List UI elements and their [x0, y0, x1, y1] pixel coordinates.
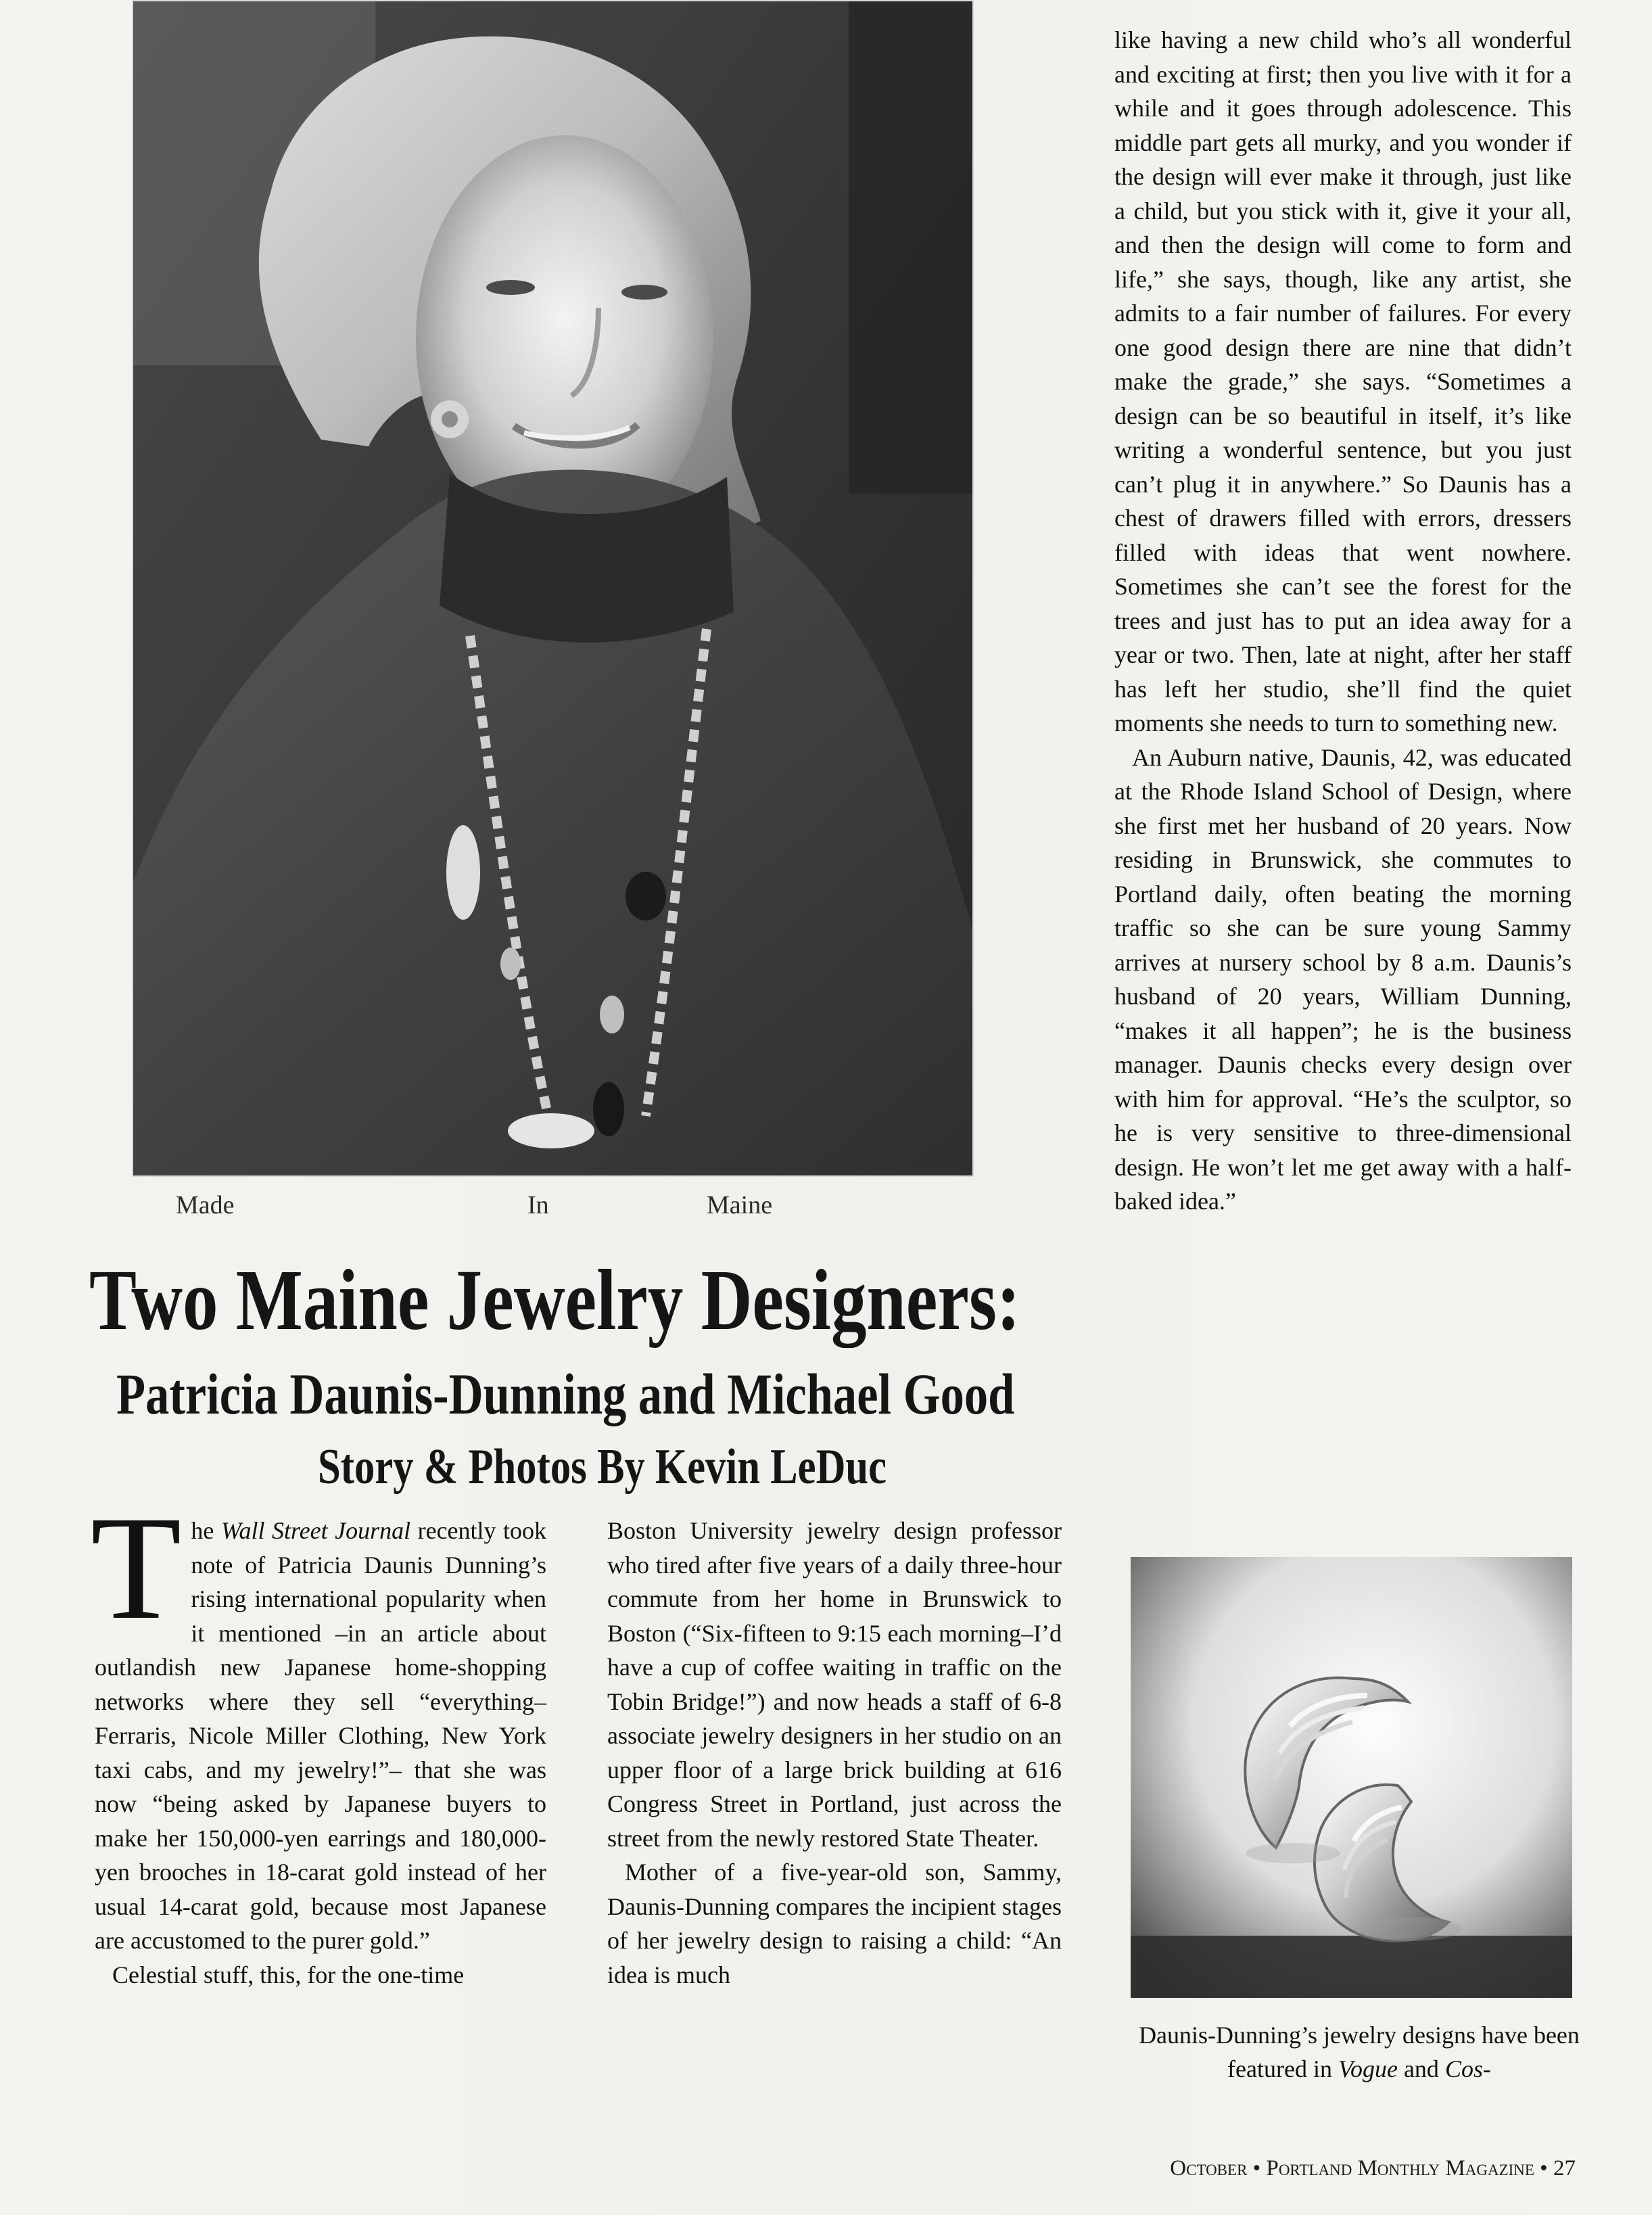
right-column [1114, 23, 1572, 1219]
middle-paragraph-2: Mother of a five-year-old son, Sammy, Daunis-Dunning compares the incipient stages of her jewelry design to raising a child: “An idea is much [607, 1859, 1062, 1988]
section-label-maine: Maine [707, 1191, 773, 1219]
photo-caption [1136, 2018, 1582, 2086]
drop-cap: T [91, 1485, 182, 1650]
wall-street-journal-title: Wall Street Journal [220, 1517, 411, 1544]
caption-middle: and [1397, 2055, 1445, 2082]
right-paragraph-1: like having a new child who’s all wonderful and exciting at first; then you live with it for a while and it goes through adolescence. This middle part gets all murky, and you wonder if the design will ever make it through, just like a child, but you stick with it, give it your all, and then the design will come to form and life,” she says, though, like any artist, she admits to a fair number of failures. For every one good design there are nine that didn’t make the grade,” she says. “Sometimes a design can be so beautiful in itself, it’s like writing a wonderful sentence, but you just can’t plug it in anywhere.” So Daunis has a chest of drawers filled with errors, dressers filled with ideas that went nowhere. Sometimes she can’t see the forest for the trees and just has to put an idea away for a year or two. Then, late at night, after her staff has left her studio, she’ll find the quiet moments she needs to turn to something new. [1114, 26, 1572, 737]
middle-column [607, 1514, 1062, 1992]
earrings-image [1131, 1557, 1572, 1998]
portrait-photo [132, 0, 974, 1177]
portrait-image [132, 0, 974, 1177]
section-label-in: In [527, 1191, 549, 1219]
page-footer: October • Portland Monthly Magazine • 27 [1170, 2156, 1576, 2181]
left-paragraph-1-prefix: he [191, 1517, 221, 1544]
caption-cos: Cos- [1444, 2055, 1491, 2082]
middle-paragraph-1: Boston University jewelry design professor who tired after five years of a daily three-hour commute from her home in Brunswick to Boston (“Six-fifteen to 9:15 each morning–I’d have a cup of coffee waiting in traffic on the Tobin Bridge!”) and now heads a staff of 6-8 associate jewelry designers in her studio on an upper floor of a large brick building at 616 Congress Street in Portland, just across the street from the newly restored State Theater. [607, 1517, 1062, 1852]
jewelry-photo [1131, 1557, 1572, 1998]
left-column [91, 1485, 547, 1992]
article-byline: Story & Photos By Kevin LeDuc [318, 1439, 887, 1495]
left-paragraph-2: Celestial stuff, this, for the one-time [112, 1961, 465, 1988]
caption-vogue: Vogue [1338, 2055, 1398, 2082]
section-label-made: Made [176, 1191, 235, 1219]
article-headline: Two Maine Jewelry Designers: [89, 1252, 1020, 1348]
left-paragraph-1 [91, 1485, 547, 1958]
caption-prefix: Daunis-Dunning’s jewelry designs have been featured in [1139, 2022, 1580, 2082]
section-label [176, 1190, 1008, 1221]
article-subhead: Patricia Daunis-Dunning and Michael Good [116, 1361, 1015, 1426]
left-paragraph-1-body: recently took note of Patricia Daunis Dunning’s rising international popularity when it mentioned –in an article about outlandish new Japanese home-shopping networks where they sell “everything– Ferraris, Nicole Miller Clothing, New York taxi cabs, and my jewelry!”– that she was now “being asked by Japanese buyers to make her 150,000-yen earrings and 180,000-yen brooches in 18-carat gold instead of her usual 14-carat gold, because most Japanese are accustomed to the purer gold.” [95, 1517, 547, 1954]
right-paragraph-2: An Auburn native, Daunis, 42, was educated at the Rhode Island School of Design, where she first met her husband of 20 years. Now residing in Brunswick, she commutes to Portland daily, often beating the morning traffic so she can be sure young Sammy arrives at nursery school by 8 a.m. Daunis’s husband of 20 years, William Dunning, “makes it all happen”; he is the business manager. Daunis checks every design over with him for approval. “He’s the sculptor, so he is very sensitive to three-dimensional design. He won’t let me get away with a half-baked idea.” [1114, 743, 1572, 1215]
